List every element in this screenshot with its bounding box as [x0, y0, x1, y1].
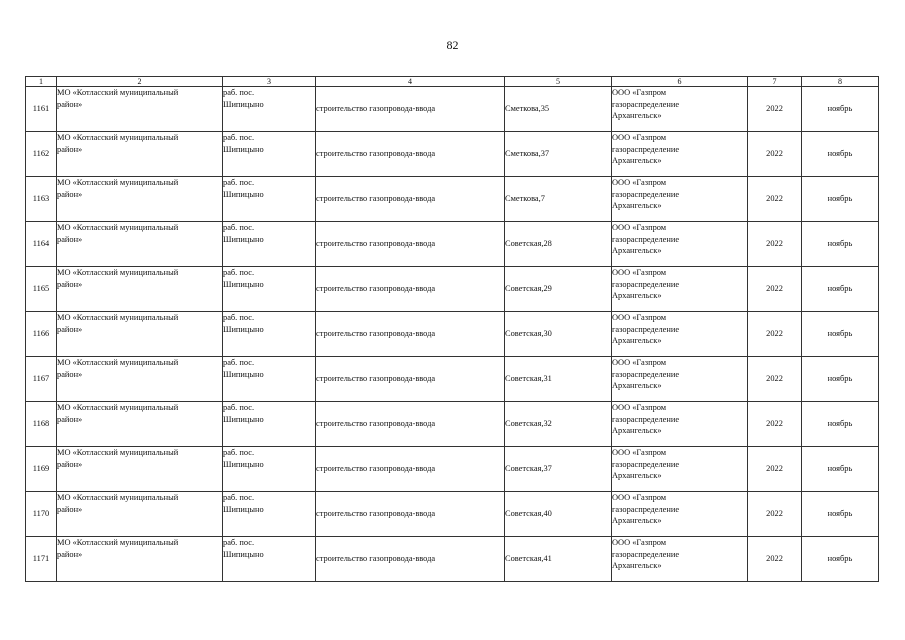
settlement-cell: [223, 312, 316, 357]
municipality-cell-line: МО «Котласский муниципальный: [57, 538, 179, 547]
table-row: [26, 357, 879, 402]
work-type-cell: строительство газопровода-ввода: [316, 222, 505, 267]
month-cell: ноябрь: [802, 447, 879, 492]
address-cell: Советская,28: [505, 222, 612, 267]
organization-cell-line: газораспределение: [612, 279, 680, 289]
page-number: 82: [446, 38, 459, 52]
organization-cell: [612, 402, 748, 447]
row-number-cell: 1169: [26, 447, 57, 492]
row-number-cell: 1167: [26, 357, 57, 402]
month-cell: ноябрь: [802, 312, 879, 357]
row-number-cell: 1168: [26, 402, 57, 447]
settlement-cell-line: раб. пос.: [223, 268, 255, 277]
organization-cell-line: ООО «Газпром: [612, 403, 667, 412]
settlement-cell-line: Шипицыно: [223, 279, 264, 289]
settlement-cell-line: раб. пос.: [223, 223, 255, 232]
table-row: [26, 402, 879, 447]
municipality-cell-line: район»: [57, 189, 83, 199]
table-row: [26, 132, 879, 177]
organization-cell: [612, 537, 748, 582]
municipality-cell: [57, 402, 223, 447]
municipality-cell-line: район»: [57, 144, 83, 154]
work-type-cell: строительство газопровода-ввода: [316, 132, 505, 177]
year-cell: 2022: [748, 402, 802, 447]
settlement-cell-line: раб. пос.: [223, 493, 255, 502]
address-cell: Сметкова,7: [505, 177, 612, 222]
settlement-cell-line: раб. пос.: [223, 313, 255, 322]
table-row: [26, 312, 879, 357]
organization-cell: [612, 87, 748, 132]
table-row: [26, 447, 879, 492]
settlement-cell-line: раб. пос.: [223, 358, 255, 367]
registry-table: [25, 76, 879, 582]
month-cell: ноябрь: [802, 177, 879, 222]
year-cell: 2022: [748, 447, 802, 492]
address-cell: Советская,37: [505, 447, 612, 492]
month-cell: ноябрь: [802, 267, 879, 312]
column-header: 6: [612, 77, 748, 87]
municipality-cell-line: МО «Котласский муниципальный: [57, 358, 179, 367]
column-header: 3: [223, 77, 316, 87]
municipality-cell-line: МО «Котласский муниципальный: [57, 448, 179, 457]
column-header: 7: [748, 77, 802, 87]
month-cell: ноябрь: [802, 537, 879, 582]
settlement-cell-line: Шипицыно: [223, 459, 264, 469]
municipality-cell-line: район»: [57, 549, 83, 559]
municipality-cell: [57, 357, 223, 402]
municipality-cell-line: МО «Котласский муниципальный: [57, 493, 179, 502]
municipality-cell: [57, 492, 223, 537]
organization-cell-line: газораспределение: [612, 369, 680, 379]
settlement-cell-line: Шипицыно: [223, 369, 264, 379]
organization-cell-line: ООО «Газпром: [612, 358, 667, 367]
year-cell: 2022: [748, 267, 802, 312]
organization-cell-line: газораспределение: [612, 504, 680, 514]
month-cell: ноябрь: [802, 87, 879, 132]
row-number-cell: 1165: [26, 267, 57, 312]
settlement-cell: [223, 222, 316, 267]
settlement-cell: [223, 132, 316, 177]
column-number-row: [26, 77, 879, 87]
address-cell: Советская,29: [505, 267, 612, 312]
settlement-cell-line: раб. пос.: [223, 448, 255, 457]
settlement-cell: [223, 177, 316, 222]
organization-cell-line: Архангельск»: [612, 381, 662, 390]
address-cell: Советская,32: [505, 402, 612, 447]
municipality-cell-line: МО «Котласский муниципальный: [57, 223, 179, 232]
year-cell: 2022: [748, 87, 802, 132]
settlement-cell-line: Шипицыно: [223, 99, 264, 109]
column-header: 1: [26, 77, 57, 87]
address-cell: Сметкова,37: [505, 132, 612, 177]
municipality-cell-line: МО «Котласский муниципальный: [57, 178, 179, 187]
work-type-cell: строительство газопровода-ввода: [316, 537, 505, 582]
year-cell: 2022: [748, 132, 802, 177]
year-cell: 2022: [748, 222, 802, 267]
settlement-cell-line: Шипицыно: [223, 504, 264, 514]
municipality-cell: [57, 267, 223, 312]
organization-cell-line: ООО «Газпром: [612, 268, 667, 277]
month-cell: ноябрь: [802, 222, 879, 267]
settlement-cell: [223, 357, 316, 402]
organization-cell: [612, 312, 748, 357]
settlement-cell-line: раб. пос.: [223, 178, 255, 187]
organization-cell: [612, 447, 748, 492]
work-type-cell: строительство газопровода-ввода: [316, 87, 505, 132]
table-row: [26, 267, 879, 312]
settlement-cell: [223, 537, 316, 582]
table-row: [26, 87, 879, 132]
municipality-cell-line: МО «Котласский муниципальный: [57, 313, 179, 322]
municipality-cell-line: МО «Котласский муниципальный: [57, 268, 179, 277]
settlement-cell: [223, 402, 316, 447]
municipality-cell-line: район»: [57, 279, 83, 289]
month-cell: ноябрь: [802, 402, 879, 447]
organization-cell-line: газораспределение: [612, 234, 680, 244]
settlement-cell-line: Шипицыно: [223, 324, 264, 334]
organization-cell-line: Архангельск»: [612, 201, 662, 210]
municipality-cell: [57, 312, 223, 357]
work-type-cell: строительство газопровода-ввода: [316, 312, 505, 357]
settlement-cell: [223, 492, 316, 537]
work-type-cell: строительство газопровода-ввода: [316, 177, 505, 222]
settlement-cell-line: раб. пос.: [223, 88, 255, 97]
work-type-cell: строительство газопровода-ввода: [316, 402, 505, 447]
organization-cell-line: Архангельск»: [612, 471, 662, 480]
organization-cell: [612, 492, 748, 537]
municipality-cell-line: район»: [57, 414, 83, 424]
address-cell: Советская,30: [505, 312, 612, 357]
organization-cell-line: Архангельск»: [612, 336, 662, 345]
row-number-cell: 1171: [26, 537, 57, 582]
organization-cell-line: ООО «Газпром: [612, 88, 667, 97]
settlement-cell-line: Шипицыно: [223, 144, 264, 154]
settlement-cell-line: Шипицыно: [223, 414, 264, 424]
settlement-cell: [223, 447, 316, 492]
organization-cell-line: газораспределение: [612, 189, 680, 199]
year-cell: 2022: [748, 357, 802, 402]
settlement-cell: [223, 87, 316, 132]
organization-cell-line: Архангельск»: [612, 246, 662, 255]
settlement-cell-line: Шипицыно: [223, 234, 264, 244]
organization-cell-line: Архангельск»: [612, 291, 662, 300]
municipality-cell: [57, 222, 223, 267]
row-number-cell: 1161: [26, 87, 57, 132]
work-type-cell: строительство газопровода-ввода: [316, 357, 505, 402]
column-header: 4: [316, 77, 505, 87]
table-row: [26, 177, 879, 222]
organization-cell-line: газораспределение: [612, 414, 680, 424]
organization-cell: [612, 267, 748, 312]
organization-cell-line: ООО «Газпром: [612, 538, 667, 547]
municipality-cell: [57, 132, 223, 177]
address-cell: Советская,40: [505, 492, 612, 537]
organization-cell-line: Архангельск»: [612, 111, 662, 120]
organization-cell-line: ООО «Газпром: [612, 178, 667, 187]
organization-cell: [612, 132, 748, 177]
year-cell: 2022: [748, 492, 802, 537]
settlement-cell-line: раб. пос.: [223, 403, 255, 412]
municipality-cell-line: район»: [57, 459, 83, 469]
organization-cell-line: Архангельск»: [612, 426, 662, 435]
row-number-cell: 1162: [26, 132, 57, 177]
settlement-cell-line: Шипицыно: [223, 189, 264, 199]
column-header: 5: [505, 77, 612, 87]
organization-cell-line: газораспределение: [612, 99, 680, 109]
municipality-cell-line: район»: [57, 324, 83, 334]
address-cell: Советская,41: [505, 537, 612, 582]
month-cell: ноябрь: [802, 132, 879, 177]
work-type-cell: строительство газопровода-ввода: [316, 267, 505, 312]
organization-cell-line: ООО «Газпром: [612, 448, 667, 457]
table-row: [26, 222, 879, 267]
municipality-cell-line: район»: [57, 234, 83, 244]
table-row: [26, 537, 879, 582]
year-cell: 2022: [748, 312, 802, 357]
municipality-cell: [57, 87, 223, 132]
municipality-cell-line: МО «Котласский муниципальный: [57, 403, 179, 412]
municipality-cell: [57, 177, 223, 222]
organization-cell: [612, 222, 748, 267]
settlement-cell-line: раб. пос.: [223, 133, 255, 142]
table-row: [26, 492, 879, 537]
row-number-cell: 1164: [26, 222, 57, 267]
municipality-cell-line: район»: [57, 369, 83, 379]
work-type-cell: строительство газопровода-ввода: [316, 447, 505, 492]
organization-cell-line: ООО «Газпром: [612, 313, 667, 322]
year-cell: 2022: [748, 177, 802, 222]
municipality-cell: [57, 447, 223, 492]
organization-cell-line: газораспределение: [612, 144, 680, 154]
organization-cell-line: ООО «Газпром: [612, 493, 667, 502]
organization-cell-line: газораспределение: [612, 459, 680, 469]
settlement-cell: [223, 267, 316, 312]
municipality-cell-line: МО «Котласский муниципальный: [57, 88, 179, 97]
municipality-cell-line: район»: [57, 99, 83, 109]
year-cell: 2022: [748, 537, 802, 582]
column-header: 8: [802, 77, 879, 87]
settlement-cell-line: Шипицыно: [223, 549, 264, 559]
municipality-cell: [57, 537, 223, 582]
work-type-cell: строительство газопровода-ввода: [316, 492, 505, 537]
municipality-cell-line: район»: [57, 504, 83, 514]
organization-cell-line: газораспределение: [612, 549, 680, 559]
organization-cell-line: газораспределение: [612, 324, 680, 334]
month-cell: ноябрь: [802, 492, 879, 537]
organization-cell-line: ООО «Газпром: [612, 133, 667, 142]
row-number-cell: 1163: [26, 177, 57, 222]
address-cell: Советская,31: [505, 357, 612, 402]
organization-cell-line: Архангельск»: [612, 561, 662, 570]
organization-cell: [612, 177, 748, 222]
organization-cell-line: Архангельск»: [612, 156, 662, 165]
column-header: 2: [57, 77, 223, 87]
month-cell: ноябрь: [802, 357, 879, 402]
address-cell: Сметкова,35: [505, 87, 612, 132]
row-number-cell: 1166: [26, 312, 57, 357]
municipality-cell-line: МО «Котласский муниципальный: [57, 133, 179, 142]
organization-cell: [612, 357, 748, 402]
organization-cell-line: Архангельск»: [612, 516, 662, 525]
organization-cell-line: ООО «Газпром: [612, 223, 667, 232]
row-number-cell: 1170: [26, 492, 57, 537]
settlement-cell-line: раб. пос.: [223, 538, 255, 547]
